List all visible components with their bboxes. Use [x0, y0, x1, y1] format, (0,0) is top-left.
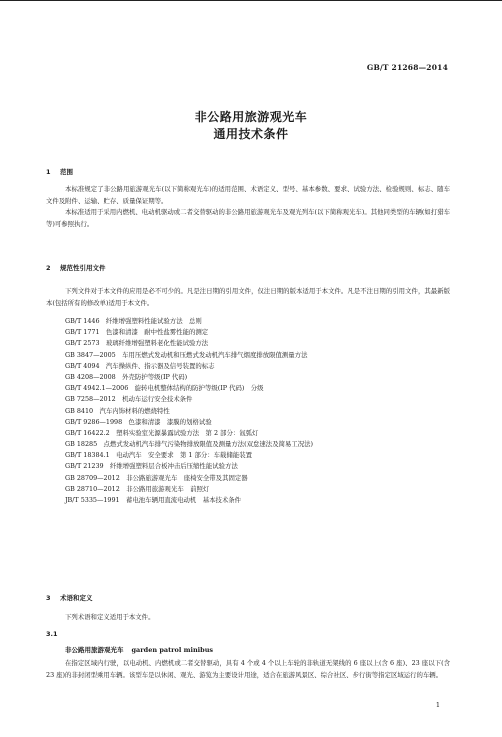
section-number: 3 [46, 594, 51, 602]
section-1-paragraph-2: 本标准适用于采用内燃机、电动机驱动或二者交替驱动的非公路用旅游观光车及观光列车(以下简称观光车)。其他同类型的车辆(如打猎车等)可参照执行。 [46, 208, 450, 228]
section-1-paragraph-1: 本标准规定了非公路用旅游观光车(以下简称观光车)的适用范围、术语定义、型号、基本参数、要求、试验方法、检验规则、标志、随车文件及附件、运输、贮存、质量保证期等。 [46, 185, 450, 205]
reference-item: GB/T 2573 玻璃纤维增强塑料老化性能试验方法 [65, 339, 209, 348]
reference-item: GB 7258—2012 机动车运行安全技术条件 [65, 395, 193, 404]
term-heading [65, 645, 213, 654]
reference-item: GB/T 1771 色漆和清漆 耐中性盐雾性能的测定 [65, 328, 209, 337]
reference-item: GB/T 18384.1 电动汽车 安全要求 第 1 部分：车载储能装置 [65, 451, 253, 460]
standard-number: GB/T 21268—2014 [366, 63, 448, 72]
section-title: 术语和定义 [60, 594, 93, 602]
term-number: 3.1 [46, 630, 58, 638]
term-chinese: 非公路用旅游观光车 [65, 646, 124, 654]
section-3-paragraph-1: 下列术语和定义适用于本文件。 [65, 613, 155, 621]
reference-item: GB 28709—2012 非公路旅游观光车 座椅安全带及其固定器 [65, 473, 248, 482]
reference-item: GB 3847—2005 车用压燃式发动机和压燃式发动机汽车排气烟度排放限值测量方法 [65, 350, 308, 359]
reference-item: GB 4208—2008 外壳防护等级(IP 代码) [65, 372, 188, 381]
reference-item: GB/T 21239 纤维增强塑料层合板冲击后压缩性能试验方法 [65, 462, 238, 471]
reference-item: GB/T 1446 纤维增强塑料性能试验方法 总则 [65, 317, 202, 325]
term-english: garden patrol minibus [131, 646, 214, 654]
section-number: 1 [46, 168, 51, 176]
section-title: 规范性引用文件 [60, 264, 106, 272]
section-1-heading [46, 167, 73, 176]
reference-item: GB/T 4942.1—2006 旋转电机整体结构的防护等级(IP 代码) 分级 [65, 384, 264, 393]
section-2-paragraph-1: 下列文件对于本文件的应用是必不可少的。凡是注日期的引用文件，仅注日期的版本适用于本文件。凡是不注日期的引用文件，其最新版本(包括所有的修改单)适用于本文件。 [46, 287, 450, 307]
reference-item: GB 18285 点燃式发动机汽车排气污染物排放限值及测量方法(双怠速法及简易工况法) [65, 440, 314, 449]
reference-item: GB/T 4094 汽车操纵件、指示器及信号装置的标志 [65, 361, 215, 370]
normative-references-list [65, 316, 313, 506]
section-2-heading [46, 263, 106, 272]
term-definition: 在指定区域内行驶，以电动机、内燃机或二者交替驱动，具有 4 个或 4 个以上车轮的非轨道无架线的 6 座以上(含 6 座)、23 座以下(含 23 座)的非封闭型乘用车辆。该型车是以休闲、观光、游览为主要设计用途，适合在旅游风景区、综合社区、步行街等指定区域运行的车辆。 [46, 659, 450, 679]
reference-item: GB/T 16422.2 塑料实验室光源暴露试验方法 第 2 部分：氙弧灯 [65, 428, 259, 437]
page-number: 1 [435, 701, 440, 709]
reference-item: GB 8410 汽车内饰材料的燃烧特性 [65, 406, 170, 415]
section-number: 2 [46, 264, 51, 272]
section-3-heading [46, 593, 93, 602]
top-edge-line [0, 0, 502, 1]
section-title: 范围 [60, 168, 73, 176]
document-subtitle: 通用技术条件 [213, 127, 289, 141]
reference-item: GB/T 9286—1998 色漆和清漆 漆膜的划格试验 [65, 417, 212, 426]
reference-item: JB/T 5335—1991 蓄电池车辆用直流电动机 基本技术条件 [65, 496, 242, 504]
reference-item: GB 28710—2012 非公路用旅游观光车 前照灯 [65, 484, 210, 493]
document-title: 非公路用旅游观光车 [194, 110, 308, 124]
